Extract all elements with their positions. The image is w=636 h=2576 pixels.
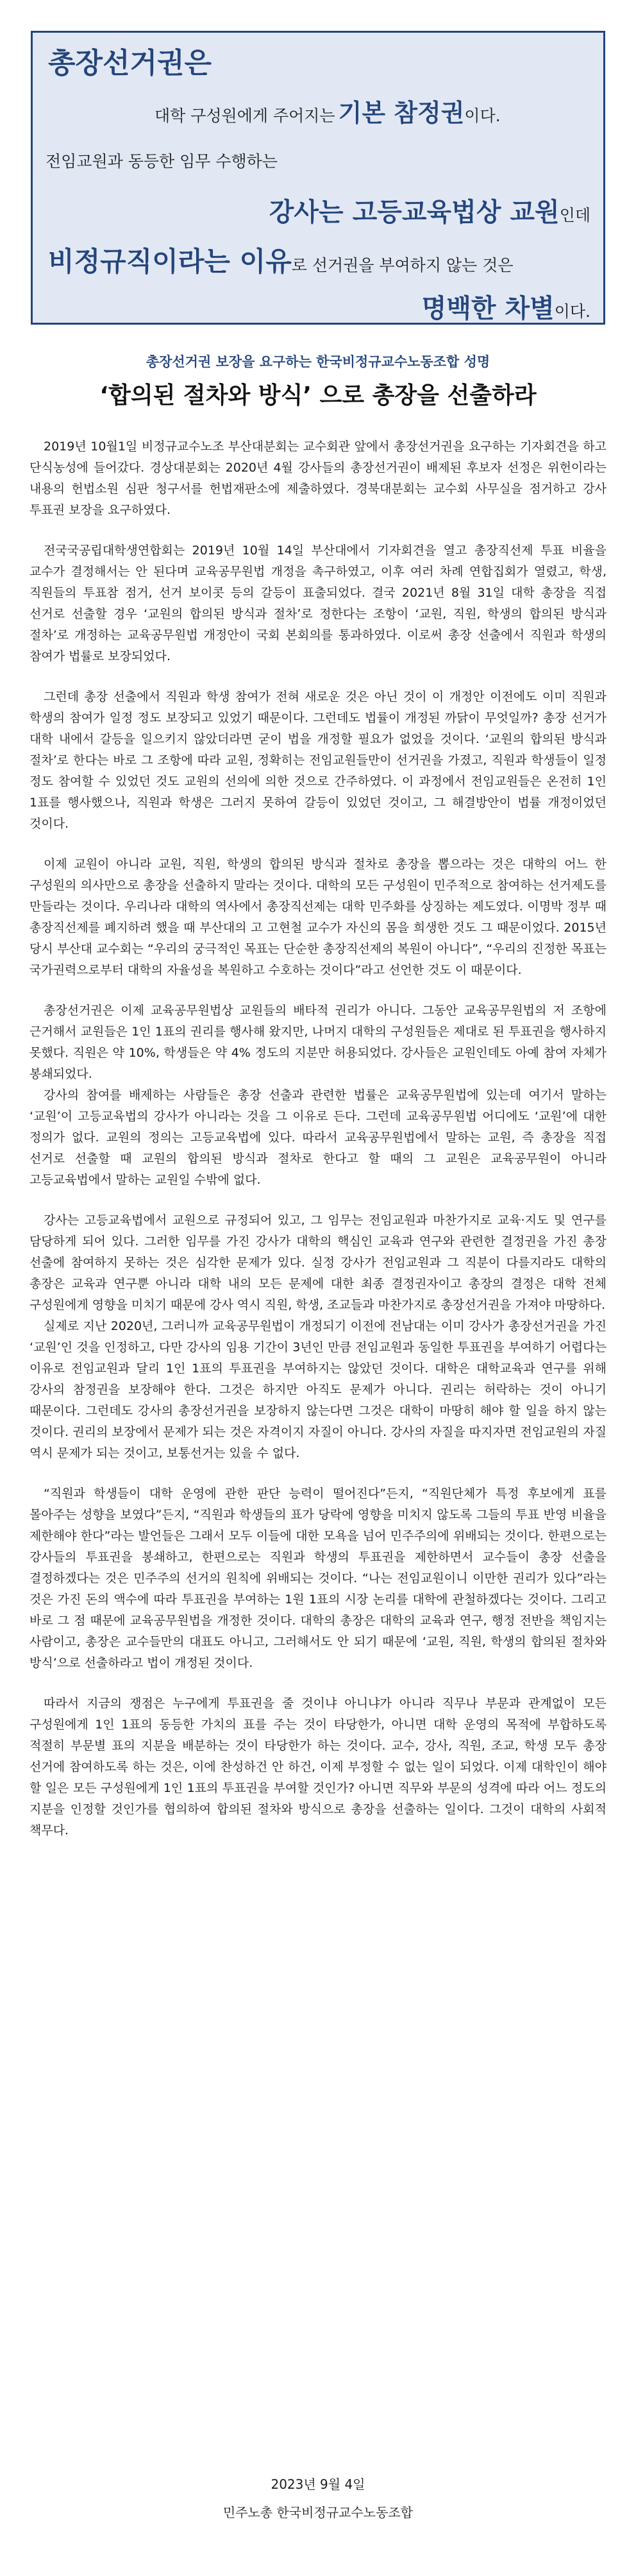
banner-line-6-end: 이다.: [554, 302, 590, 321]
banner-line-1-text: 총장선거권은: [48, 47, 212, 80]
banner-line-5: [48, 248, 514, 275]
statement-subtitle: 총장선거권 보장을 요구하는 한국비정규교수노동조합 성명: [146, 354, 490, 370]
banner-line-6: [422, 296, 590, 321]
body-paragraph-7: 강사는 고등교육법에서 교원으로 규정되어 있고, 그 임무는 전임교원과 마찬가지로 교육·지도 및 연구를 담당하게 되어 있다. 그러한 임무를 가진 강사가 대학의 핵심인 교육과 연구와 관련한 결정권을 가진 총장 선출에 참여하지 못하는 것은 심각한 문제가 있다. 실정 강사가 전임교원과 그 직분이 다를지라도 대학의 총장은 교육과 연구뿐 아니라 대학 내의 모든 문제에 대한 최종 결정권자이고 총장의 결정은 대학 전체 구성원에게 영향을 미치기 때문에 강사 역시 직원, 학생, 조교들과 마찬가지로 총장선거권을 가져야 마땅하다.: [29, 1213, 607, 1312]
body-paragraph-10: 따라서 지금의 쟁점은 누구에게 투표권을 줄 것이냐 아니냐가 아니라 직무나 부문과 관계없이 모든 구성원에게 1인 1표의 동등한 가치의 표를 주는 것이 타당한가, 아니면 대학 운영의 목적에 부합하도록 적절히 부문별 표의 지분을 배분하는 것이 타당한가 하는 것이다. 교수, 강사, 직원, 조교, 학생 모두 총장 선거에 참여하도록 하는 것은, 이에 찬성하건 안 하건, 이제 부정할 수 없는 일이 되었다. 이제 대학인이 해야 할 일은 모든 구성원에게 1인 1표의 투표권을 부여할 것인가? 아니면 직무와 부문의 성격에 따라 어느 정도의 지분을 인정할 것인가를 협의하여 합의된 절차와 방식으로 총장을 선출하는 일이다. 그것이 대학의 사회적 책무다.: [29, 1696, 607, 1838]
body-paragraph-3: 그런데 총장 선출에서 직원과 학생 참여가 전혀 새로운 것은 아닌 것이 이 개정안 이전에도 이미 직원과 학생의 참여가 일정 정도 보장되고 있었기 때문이다. 그런데도 법률이 개정된 까닭이 무엇일까? 총장 선거가 대학 내에서 갈등을 일으키지 않았더라면 굳이 법을 개정할 필요가 없었을 것이다. ‘교원의 합의된 방식과 절차’로 한다는 바로 그 조항에 따라 교원, 정확히는 전임교원들만이 선거권을 가졌고, 직원과 학생들이 일정 정도 참여할 수 있었던 것도 교원의 선의에 의한 것으로 간주하였다. 이 과정에서 전임교원들은 온전히 1인 1표를 행사했으나, 직원과 학생은 그러지 못하여 갈등이 있었던 것이고, 그 해결방안이 법률 개정이었던 것이다.: [29, 690, 607, 831]
banner-line-2-small: 대학 구성원에게 주어지는: [155, 107, 335, 125]
banner-line-5-end: 로 선거권을 부여하지 않는 것은: [291, 256, 514, 275]
banner-line-1: [48, 49, 212, 78]
banner-line-3: [46, 153, 278, 169]
banner-line-6-emphasis: 명백한 차별: [421, 294, 555, 323]
banner-line-4-emphasis: 강사는 고등교육법상 교원: [269, 198, 560, 227]
body-paragraph-1: 2019년 10월1일 비정규교수노조 부산대분회는 교수회관 앞에서 총장선거권을 요구하는 기자회견을 하고 단식농성에 들어갔다. 경상대분회는 2020년 4월 강사들의 총장선거권이 배제된 후보자 선정은 위헌이라는 내용의 헌법소원 심판 청구서를 헌법재판소에 제출하였다. 경북대분회는 교수회 사무실을 점거하고 강사 투표권 보장을 요구하였다.: [29, 439, 607, 517]
statement-title: ‘합의된 절차와 방식’ 으로 총장을 선출하라: [99, 382, 537, 409]
banner-line-4-end: 인데: [559, 206, 590, 225]
banner-line-3-text: 전임교원과 동등한 임무 수행하는: [46, 152, 278, 171]
body-paragraph-9: “직원과 학생들이 대학 운영에 관한 판단 능력이 떨어진다”든지, “직원단체가 특정 후보에게 표를 몰아주는 성향을 보였다”든지, “직원과 학생들의 표가 당락에 영향을 미치지 않도록 그들의 투표 반영 비율을 제한해야 한다”라는 발언들은 그래서 모두 이들에 대한 모욕을 넘어 민주주의에 위배되는 것이다. 한편으로는 강사들의 투표권을 봉쇄하고, 한편으로는 직원과 학생의 투표권을 제한하면서 교수들이 총장 선출을 결정하겠다는 것은 민주주의 선거의 원칙에 위배되는 것이다. “나는 전임교원이니 이만한 권리가 있다”라는 것은 가진 돈의 액수에 따라 투표권을 부여하는 1원 1표의 시장 논리를 대학에 관철하겠다는 것이다. 그리고 바로 그 점 때문에 교육공무원법을 개정한 것이다. 대학의 총장은 대학의 교육과 연구, 행정 전반을 책임지는 사람이고, 총장은 교수들만의 대표도 아니고, 그러해서도 안 되기 때문에 ‘교원, 직원, 학생의 합의된 절차와 방식’으로 선출하라고 법이 개정된 것이다.: [29, 1487, 607, 1670]
headline-banner: [31, 31, 605, 325]
banner-line-2-emphasis: 기본 참정권: [338, 99, 465, 127]
statement-organization: 민주노총 한국비정규교수노동조합: [222, 2505, 414, 2520]
banner-line-2: [155, 101, 501, 125]
body-paragraph-2: 전국국공립대학생연합회는 2019년 10월 14일 부산대에서 기자회견을 열고 총장직선제 투표 비율을 교수가 결정해서는 안 된다며 교육공무원법 개정을 촉구하였고, 이후 여러 차례 연합집회가 열렸고, 학생, 직원들의 투표참 점거, 선거 보이콧 등의 갈등이 표출되었다. 결국 2021년 8월 31일 대학 총장을 직접 선거로 선출할 경우 ‘교원의 합의된 방식과 절차’로 정한다는 조항이 ‘교원, 직원, 학생의 합의된 방식과 절차’로 개정하는 교육공무원법 개정안이 국회 본회의를 통과하였다. 이로써 총장 선출에서 직원과 학생의 참여가 법률로 보장되었다.: [29, 543, 607, 663]
body-paragraph-6: 강사의 참여를 배제하는 사람들은 총장 선출과 관련한 법률은 교육공무원법에 있는데 여기서 말하는 ‘교원’이 고등교육법의 강사가 아니라는 것을 그 이유로 든다. 그런데 교육공무원법 어디에도 ‘교원’에 대한 정의가 없다. 교원의 정의는 고등교육법에 있다. 따라서 교육공무원법에서 말하는 교원, 즉 총장을 직접 선거로 선출할 때 교원의 합의된 방식과 절차로 한다고 할 때의 그 교원은 교육공무원이 아니라 고등교육법에서 말하는 교원일 수밖에 없다.: [29, 1088, 607, 1187]
statement-body: [29, 436, 607, 1841]
body-paragraph-8: 실제로 지난 2020년, 그러니까 교육공무원법이 개정되기 이전에 전남대는 이미 강사가 총장선거권을 가진 ‘교원’인 것을 인정하고, 다만 강사의 임용 기간이 3년인 만큼 전임교원과 동일한 투표권을 부여하기 어렵다는 이유로 전임교원과 달리 1인 1표의 투표권을 부여하지는 않았던 것이다. 대학은 대학교육과 연구를 위해 강사의 참정권을 보장해야 한다. 그것은 하지만 아직도 문제가 아니다. 권리는 허락하는 것이 아니기 때문이다. 그런데도 강사의 총장선거권을 보장하지 않는다면 그것은 대학이 마땅히 해야 할 일을 하지 않는 것이다. 권리의 보장에서 문제가 되는 것은 자격이지 자질이 아니다. 강사의 자질을 따지자면 전임교원의 자질 역시 문제가 되는 것이고, 보통선거는 있을 수 없다.: [29, 1319, 607, 1460]
statement-date: 2023년 9월 4일: [271, 2477, 365, 2492]
banner-line-4: [269, 200, 590, 225]
body-paragraph-5: 총장선거권은 이제 교육공무원법상 교원들의 배타적 권리가 아니다. 그동안 교육공무원법의 저 조항에 근거해서 교원들은 1인 1표의 권리를 행사해 왔지만, 나머지 대학의 구성원들은 제대로 된 투표권을 행사하지 못했다. 직원은 약 10%, 학생들은 약 4% 정도의 지분만 허용되었다. 강사들은 교원인데도 아예 참여 자체가 봉쇄되었다.: [29, 1003, 607, 1081]
banner-line-2-end: 이다.: [464, 107, 501, 125]
banner-line-5-emphasis: 비정규직이라는 이유: [48, 246, 292, 277]
body-paragraph-4: 이제 교원이 아니라 교원, 직원, 학생의 합의된 방식과 절차로 총장을 뽑으라는 것은 대학의 어느 한 구성원의 의사만으로 총장을 선출하지 말라는 것이다. 대학의 모든 구성원이 민주적으로 참여하는 선거제도를 만들라는 것이다. 우리나라 대학의 역사에서 총장직선제는 대학 민주화를 상징하는 제도였다. 이명박 정부 때 총장직선제를 폐지하려 했을 때 부산대의 고 고현철 교수가 자신의 몸을 희생한 것도 그 때문이었다. 2015년 당시 부산대 교수회는 “우리의 궁극적인 목표는 단순한 총장직선제의 복원이 아니다”, “우리의 진정한 목표는 국가권력으로부터 대학의 자율성을 복원하고 수호하는 것이다”라고 선언한 것도 이 때문이다.: [29, 857, 607, 977]
